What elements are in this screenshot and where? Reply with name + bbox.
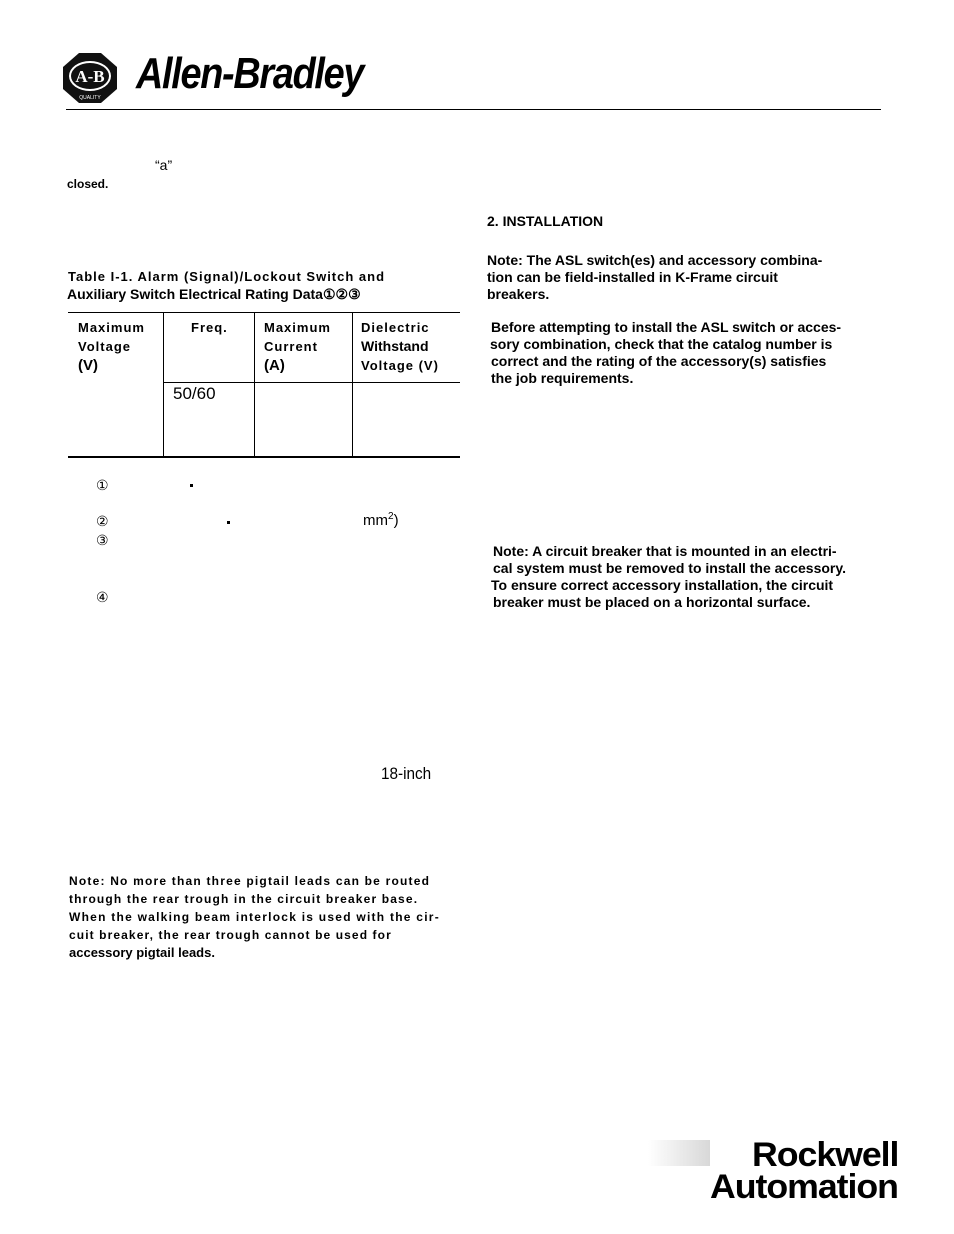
footnote-dot [190,484,193,487]
allen-bradley-logo-icon [62,52,118,104]
installation-paragraph: Before attempting to install the ASL switch or acces- sory combination, check that the catalog number is correct and the rating of the accessory(s) satisfies the job requirements. [490,319,842,386]
rockwell-line-1: Rockwell [751,1136,898,1174]
table-header-dielectric: Dielectric Withstand Voltage (V) [361,320,439,373]
eighteen-inch-text: 18-inch [381,764,432,783]
logo-fade-bar [648,1140,710,1166]
logo-text: A-B [75,67,105,86]
table-header-max-current: Maximum Current (A) [264,320,331,374]
table-col-divider [254,312,255,458]
footnote-mm2: $mm^2$) [363,511,399,529]
table-header-freq: Freq. [191,320,228,335]
table-bottom-rule [68,456,460,458]
logo-sub: QUALITY [79,95,101,101]
footnote-dot [227,521,230,524]
table-freq-value: 50/60 [173,384,216,403]
footnote-3-marker: ③ [96,532,109,548]
table-top-rule [68,312,460,313]
closed-text: closed. [67,177,109,191]
footnote-4-marker: ④ [96,589,109,605]
table-caption-line2: Auxiliary Switch Electrical Rating Data①②③ [67,286,361,302]
quote-a: “a” [155,157,173,173]
table-header-max-voltage: Maximum Voltage (V) [78,320,145,374]
rockwell-automation-logo [648,1136,898,1206]
pigtail-note: Note: No more than three pigtail leads can be routed through the rear trough in the circuit breaker base. When the walking beam interlock is used with the cir- cuit breaker, the rear trough cannot be used for accessory pigtail leads. [69,874,440,960]
table-col-divider [163,312,164,458]
table-col-divider [352,312,353,458]
section-title-installation: 2. INSTALLATION [487,213,604,229]
rockwell-line-2: Automation [710,1168,898,1206]
footnote-1-marker: ① [96,477,109,493]
table-caption-line1: Table I-1. Alarm (Signal)/Lockout Switch and [68,269,386,284]
footnote-2-marker: ② [96,513,109,529]
brand-wordmark: Allen-Bradley [136,49,364,98]
installation-note-2: Note: A circuit breaker that is mounted in an electri- cal system must be removed to install the accessory. To ensure correct accessory installation, the circuit breaker must be placed on a horizontal surface. [491,543,847,610]
table-header-rule [163,382,460,383]
header-divider [66,109,881,110]
installation-note-1: Note: The ASL switch(es) and accessory combina- tion can be field-installed in K-Frame circuit breakers. [487,252,823,302]
